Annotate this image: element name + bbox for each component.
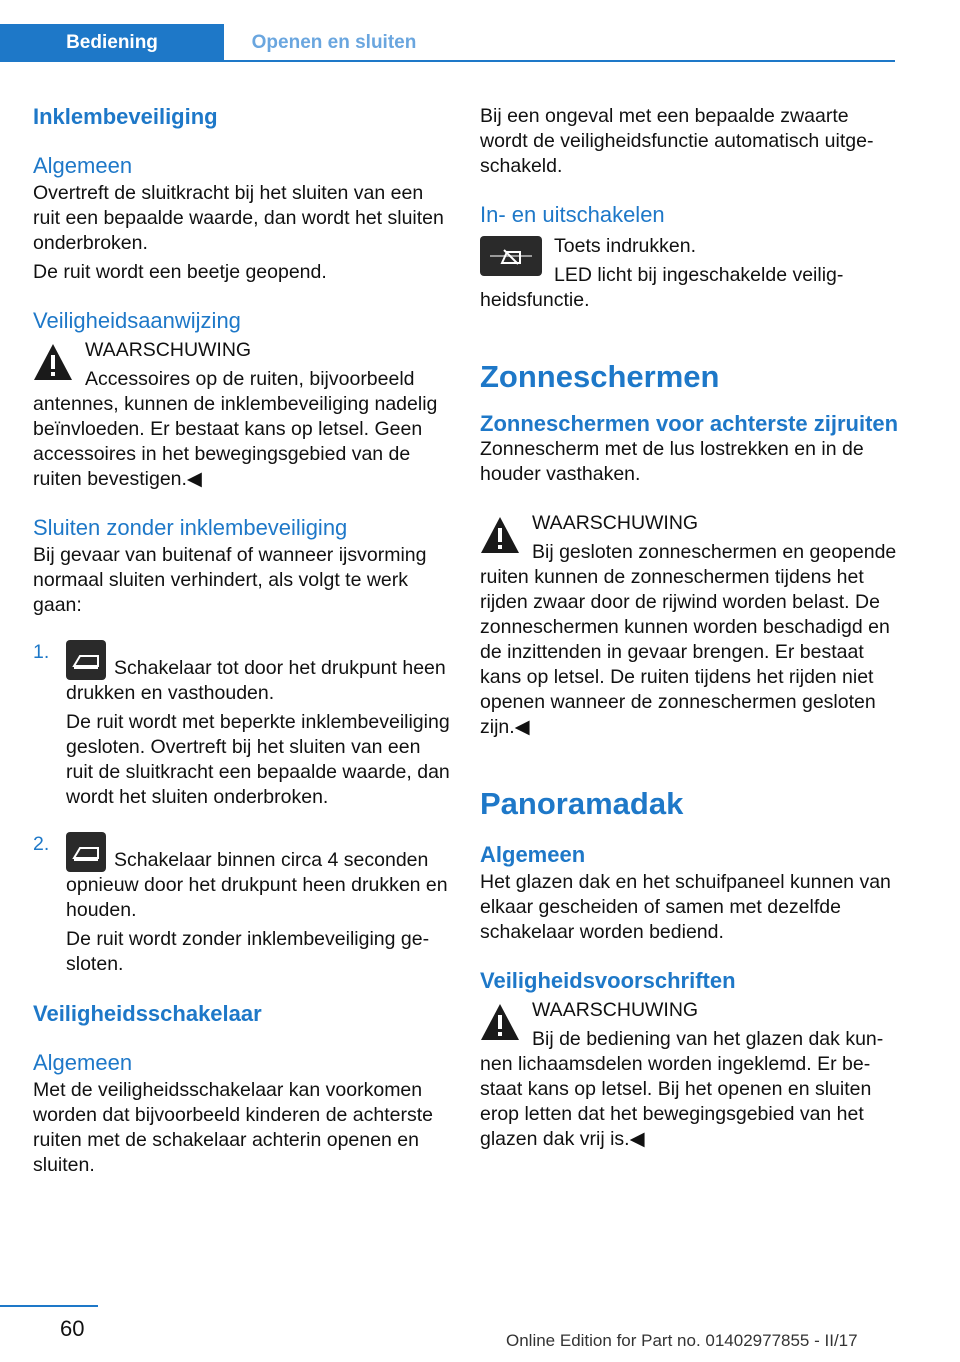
paragraph-zonnescherm: Zonnescherm met de lus lostrekken en in de houder vasthaken. [480,438,864,485]
paragraph-sluiten: Bij gevaar van buitenaf of wanneer ijsvorming normaal sluiten verhindert, als volgt te werk gaan: [33,544,427,616]
paragraph-ongeval: Bij een ongeval met een bepaalde zwaarte wordt de veiligheidsfunctie automatisch uitgeschakeld. [480,105,874,177]
paragraph-veiligheidsschakelaar: Met de veiligheidsschakelaar kan voorkomen worden dat bijvoorbeeld kinderen de achterste ruiten met de schakelaar achterin openen en sluiten. [33,1079,434,1176]
paragraph-panoramadak: Het glazen dak en het schuifpaneel kunnen van elkaar gescheiden of samen met dezelfde schakelaar worden bediend. [480,871,891,943]
subtitle-algemeen: Algemeen [33,1050,133,1075]
warning-triangle-icon [480,1002,520,1042]
chapter-title-zonneschermen: Zonneschermen [480,359,720,394]
subtitle-in-en-uitschakelen: In- en uitschakelen [480,202,665,227]
subtitle-algemeen: Algemeen [33,153,133,178]
warning-block [480,511,900,740]
section-title-zonneschermen-achter: Zonneschermen voor achterste zijruiten [480,411,899,436]
step-list [33,640,451,977]
subtitle-veiligheidsaanwijzing: Veiligheidsaanwijzing [33,308,241,333]
warning-text: Bij gesloten zonneschermen en geopende ruiten kunnen de zonneschermen tijdens het rijden zwaar door de rijwind worden belast. De zonneschermen kunnen worden beschadigd en de inzittenden in gevaar brengen. Er bestaat kans op letsel. De ruiten tijdens het rijden niet openen wanneer de zonneschermen gesloten zijn.◀ [480,541,897,738]
paragraph-algemeen: Overtreft de sluitkracht bij het sluiten van een ruit een bepaalde waarde, dan wordt het sluiten onderbroken. [33,182,444,254]
step-text [66,640,451,706]
warning-triangle-icon [33,342,73,382]
warning-title: WAARSCHUWING [532,512,699,534]
step-result: De ruit wordt zonder inklembeveiliging gesloten. [66,928,430,975]
right-column [480,100,900,1152]
step-instruction: Schakelaar tot door het drukpunt heen drukken en vasthouden. [66,657,446,704]
paragraph-toets: Toets indrukken. [554,235,696,257]
subtitle-veiligheidsvoorschriften: Veiligheidsvoorschriften [480,968,736,993]
safety-switch-icon [480,236,542,276]
footer-rule [0,1305,98,1307]
step-result: De ruit wordt met beperkte inklembeveiliging gesloten. Overtreft bij het sluiten van een ruit de sluitkracht een bepaalde waarde, dan wordt het sluiten onderbroken. [66,711,450,808]
page-header [0,0,960,64]
chapter-title-panoramadak: Panoramadak [480,786,684,821]
section-title-veiligheidsschakelaar: Veiligheidsschakelaar [33,1001,262,1026]
page-number: 60 [60,1316,85,1341]
warning-text: Accessoires op de ruiten, bijvoorbeeld antennes, kunnen de inklembeveiliging nadelig beïnvloeden. Er bestaat kans op letsel. Geen accessoires in het bewegingsgebied van de ruiten bevestigen.◀ [33,368,438,490]
step-number: 2. [33,833,50,855]
left-column [33,100,451,1178]
warning-triangle-icon [480,515,520,555]
warning-title: WAARSCHUWING [85,339,252,361]
paragraph-ruit-geopend: De ruit wordt een beetje geopend. [33,261,327,283]
list-item [33,832,451,977]
warning-text: Bij de bediening van het glazen dak kunnen lichaamsdelen worden ingeklemd. Er bestaat kans op letsel. Bij het openen en sluiten erop letten dat het bewegingsgebied van het glazen dak vrij is.◀ [480,1028,884,1150]
warning-title: WAARSCHUWING [532,999,699,1021]
tab-bediening: Bediening [0,24,224,62]
section-title-inklembeveiliging: Inklembeveiliging [33,104,218,129]
header-rule [0,60,895,62]
tab-openen-en-sluiten: Openen en sluiten [251,32,417,53]
list-item [33,640,451,810]
step-number: 1. [33,641,50,663]
paragraph-led: LED licht bij ingeschakelde veiligheidsfunctie. [480,264,844,311]
subtitle-algemeen: Algemeen [480,842,586,867]
edition-note: Online Edition for Part no. 01402977855 - II/17 [506,1331,858,1350]
step-text [66,832,451,923]
window-switch-icon [66,640,106,680]
subtitle-sluiten-zonder-inklembeveiliging: Sluiten zonder inklembeveiliging [33,515,348,540]
switch-block [480,234,900,313]
warning-block [33,338,451,492]
step-instruction: Schakelaar binnen circa 4 seconden opnieuw door het drukpunt heen drukken en houden. [66,849,448,921]
warning-block [480,998,900,1152]
window-switch-icon [66,832,106,872]
